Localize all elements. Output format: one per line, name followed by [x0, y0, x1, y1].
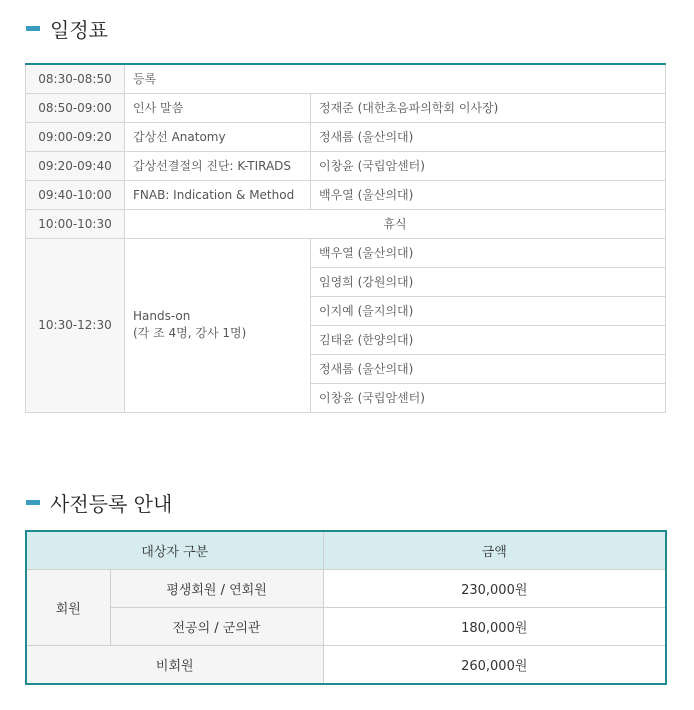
- table-row: [26, 570, 666, 608]
- registration-table: [25, 530, 667, 685]
- topic-cell: FNAB: Indication & Method: [125, 180, 311, 209]
- speaker-cell: 이지예 (을지의대): [311, 296, 666, 325]
- hands-on-detail: (각 조 4명, 강사 1명): [133, 326, 247, 340]
- time-cell: 09:00-09:20: [26, 122, 125, 151]
- speaker-cell: 이창윤 (국립암센터): [311, 383, 666, 412]
- speaker-cell: 임영희 (강원의대): [311, 267, 666, 296]
- time-cell: 10:00-10:30: [26, 209, 125, 238]
- table-row: [26, 151, 666, 180]
- category-header: 대상자 구분: [26, 531, 323, 570]
- topic-cell: 인사 말씀: [125, 93, 311, 122]
- time-cell: 08:50-09:00: [26, 93, 125, 122]
- member-label: 회원: [26, 570, 110, 646]
- amount-cell: 180,000원: [323, 608, 666, 646]
- table-row: [26, 180, 666, 209]
- table-row: [26, 238, 666, 267]
- table-row: [26, 209, 666, 238]
- time-cell: 10:30-12:30: [26, 238, 125, 412]
- hands-on-cell: [125, 238, 311, 412]
- topic-cell: 등록: [125, 64, 666, 93]
- speaker-cell: 김태윤 (한양의대): [311, 325, 666, 354]
- schedule-table: [25, 63, 666, 413]
- speaker-cell: 이창윤 (국립암센터): [311, 151, 666, 180]
- time-cell: 09:20-09:40: [26, 151, 125, 180]
- speaker-cell: 정새롬 (울산의대): [311, 354, 666, 383]
- time-cell: 08:30-08:50: [26, 64, 125, 93]
- amount-header: 금액: [323, 531, 666, 570]
- non-member-label: 비회원: [26, 646, 323, 685]
- amount-cell: 230,000원: [323, 570, 666, 608]
- topic-cell: 갑상선 Anatomy: [125, 122, 311, 151]
- table-row: [26, 64, 666, 93]
- member-type-cell: 평생회원 / 연회원: [110, 570, 323, 608]
- registration-title-text: 사전등록 안내: [50, 492, 173, 516]
- schedule-title: [26, 14, 108, 43]
- time-cell: 09:40-10:00: [26, 180, 125, 209]
- table-row: [26, 646, 666, 685]
- speaker-cell: 백우열 (울산의대): [311, 238, 666, 267]
- registration-title: [26, 488, 172, 517]
- amount-cell: 260,000원: [323, 646, 666, 685]
- topic-cell: 갑상선결절의 진단: K-TIRADS: [125, 151, 311, 180]
- member-type-cell: 전공의 / 군의관: [110, 608, 323, 646]
- table-header-row: [26, 531, 666, 570]
- table-row: [26, 122, 666, 151]
- title-bar-icon: [26, 500, 40, 505]
- schedule-title-text: 일정표: [50, 18, 108, 42]
- table-row: [26, 608, 666, 646]
- break-cell: 휴식: [125, 209, 666, 238]
- hands-on-title: Hands-on: [133, 309, 191, 323]
- title-bar-icon: [26, 26, 40, 31]
- speaker-cell: 백우열 (울산의대): [311, 180, 666, 209]
- table-row: [26, 93, 666, 122]
- speaker-cell: 정재준 (대한초음파의학회 이사장): [311, 93, 666, 122]
- speaker-cell: 정새롬 (울산의대): [311, 122, 666, 151]
